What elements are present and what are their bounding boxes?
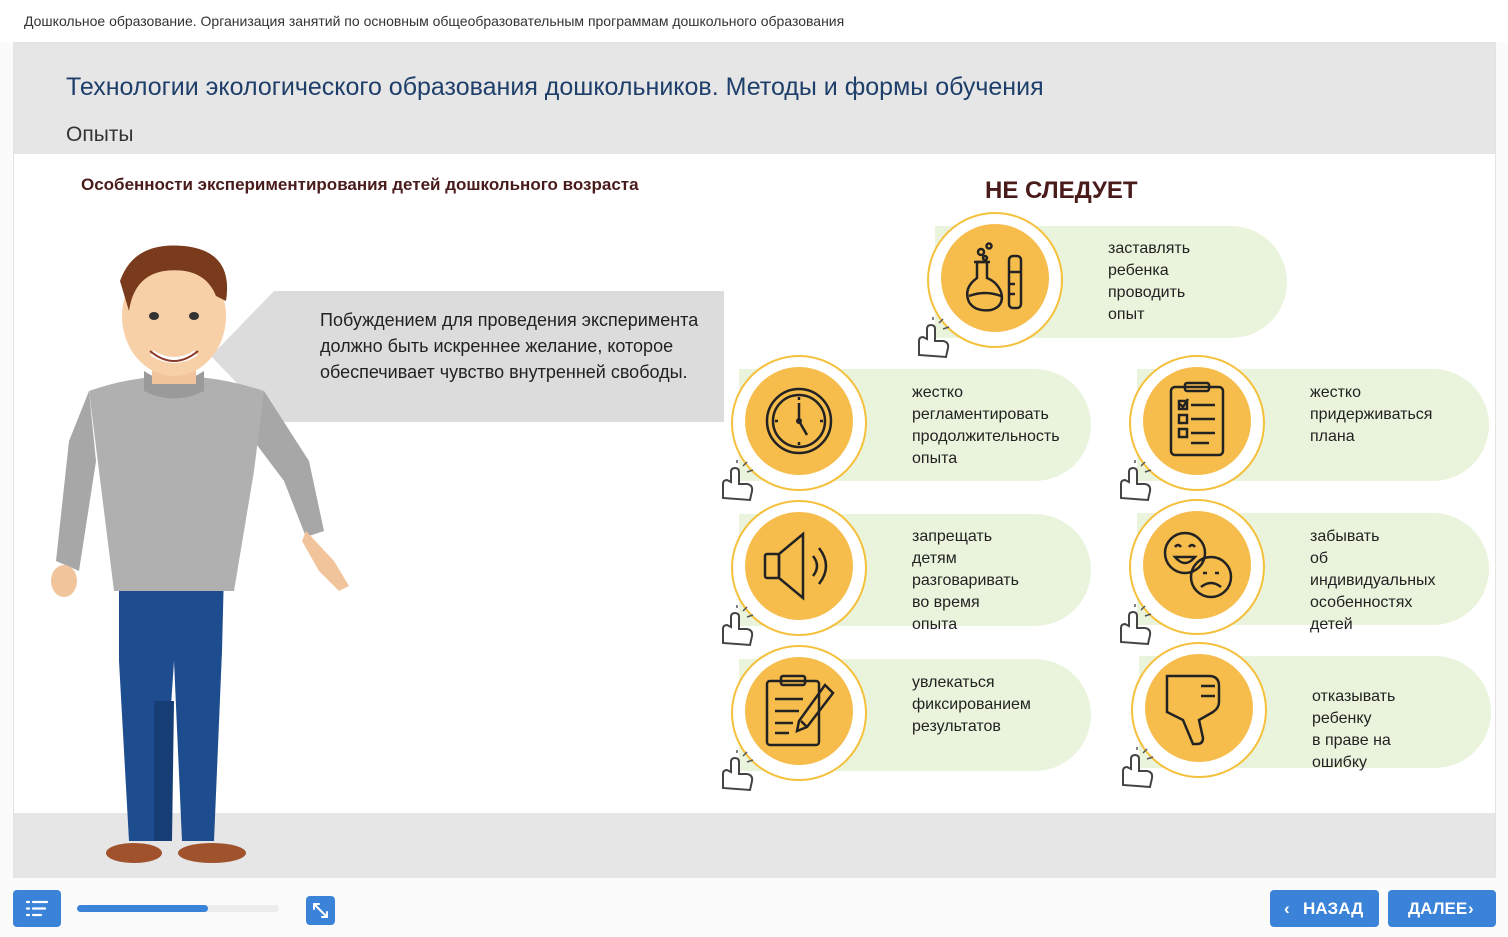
rule-label: жестко регламентировать продолжительность опыта xyxy=(912,384,1060,467)
page-subtitle: Опыты xyxy=(66,123,134,146)
rule-label: отказывать ребенку в праве на ошибку xyxy=(1312,688,1396,771)
rule-label: запрещать детям разговаривать во время опыта xyxy=(912,528,1019,633)
rule-label: увлекаться фиксированием результатов xyxy=(912,674,1031,735)
rule-circle xyxy=(745,367,853,475)
pointer-hand-icon xyxy=(913,317,953,361)
progress-bar[interactable] xyxy=(77,905,279,912)
rule-circle xyxy=(1145,654,1253,762)
emotions-icon xyxy=(1157,525,1237,605)
rule-label: заставлять ребенка проводить опыт xyxy=(1108,240,1191,323)
progress-fill xyxy=(77,905,208,912)
back-button[interactable] xyxy=(1270,890,1379,927)
pointer-hand-icon xyxy=(717,460,757,504)
next-label: ДАЛЕЕ xyxy=(1408,899,1468,918)
flask-icon xyxy=(955,238,1035,318)
list-menu-icon xyxy=(13,890,61,927)
rule-circle xyxy=(745,512,853,620)
thumbs-down-icon xyxy=(1159,668,1239,748)
speaker-icon xyxy=(759,526,839,606)
back-label: НАЗАД xyxy=(1303,899,1364,918)
player-controls xyxy=(0,878,1508,937)
pointer-hand-icon xyxy=(717,605,757,649)
top-bar xyxy=(0,0,1508,42)
menu-button[interactable] xyxy=(13,890,61,927)
next-button[interactable] xyxy=(1388,890,1496,927)
left-section-title: Особенности экспериментирования детей дошкольного возраста xyxy=(81,175,639,194)
notes-pencil-icon xyxy=(759,671,839,751)
rule-circle xyxy=(745,657,853,765)
rule-circle xyxy=(1143,367,1251,475)
chevron-right-icon: › xyxy=(1468,899,1474,918)
slide-frame xyxy=(13,42,1496,880)
chevron-left-icon: ‹ xyxy=(1284,899,1290,918)
expand-icon xyxy=(306,896,335,925)
rule-label: забывать об индивидуальных особенностях детей xyxy=(1310,528,1436,633)
fullscreen-button[interactable] xyxy=(306,896,335,925)
pointer-hand-icon xyxy=(1115,604,1155,648)
breadcrumb: Дошкольное образование. Организация занятий по основным общеобразовательным программам дошкольного образования xyxy=(24,13,845,29)
rule-circle xyxy=(941,224,1049,332)
speech-bubble-text: Побуждением для проведения эксперимента должно быть искреннее желание, которое обеспечивает чувство внутренней свободы. xyxy=(320,310,699,382)
slide-header xyxy=(14,43,1495,154)
pointer-hand-icon xyxy=(1115,460,1155,504)
pointer-hand-icon xyxy=(1117,747,1157,791)
page-title: Технологии экологического образования дошкольников. Методы и формы обучения xyxy=(66,73,1044,101)
pointer-hand-icon xyxy=(717,750,757,794)
rule-label: жестко придерживаться плана xyxy=(1310,384,1433,445)
rule-circle xyxy=(1143,511,1251,619)
clock-icon xyxy=(759,381,839,461)
checklist-icon xyxy=(1157,381,1237,461)
teacher-illustration xyxy=(34,241,354,877)
ne-sleduet-title: НЕ СЛЕДУЕТ xyxy=(985,177,1138,204)
